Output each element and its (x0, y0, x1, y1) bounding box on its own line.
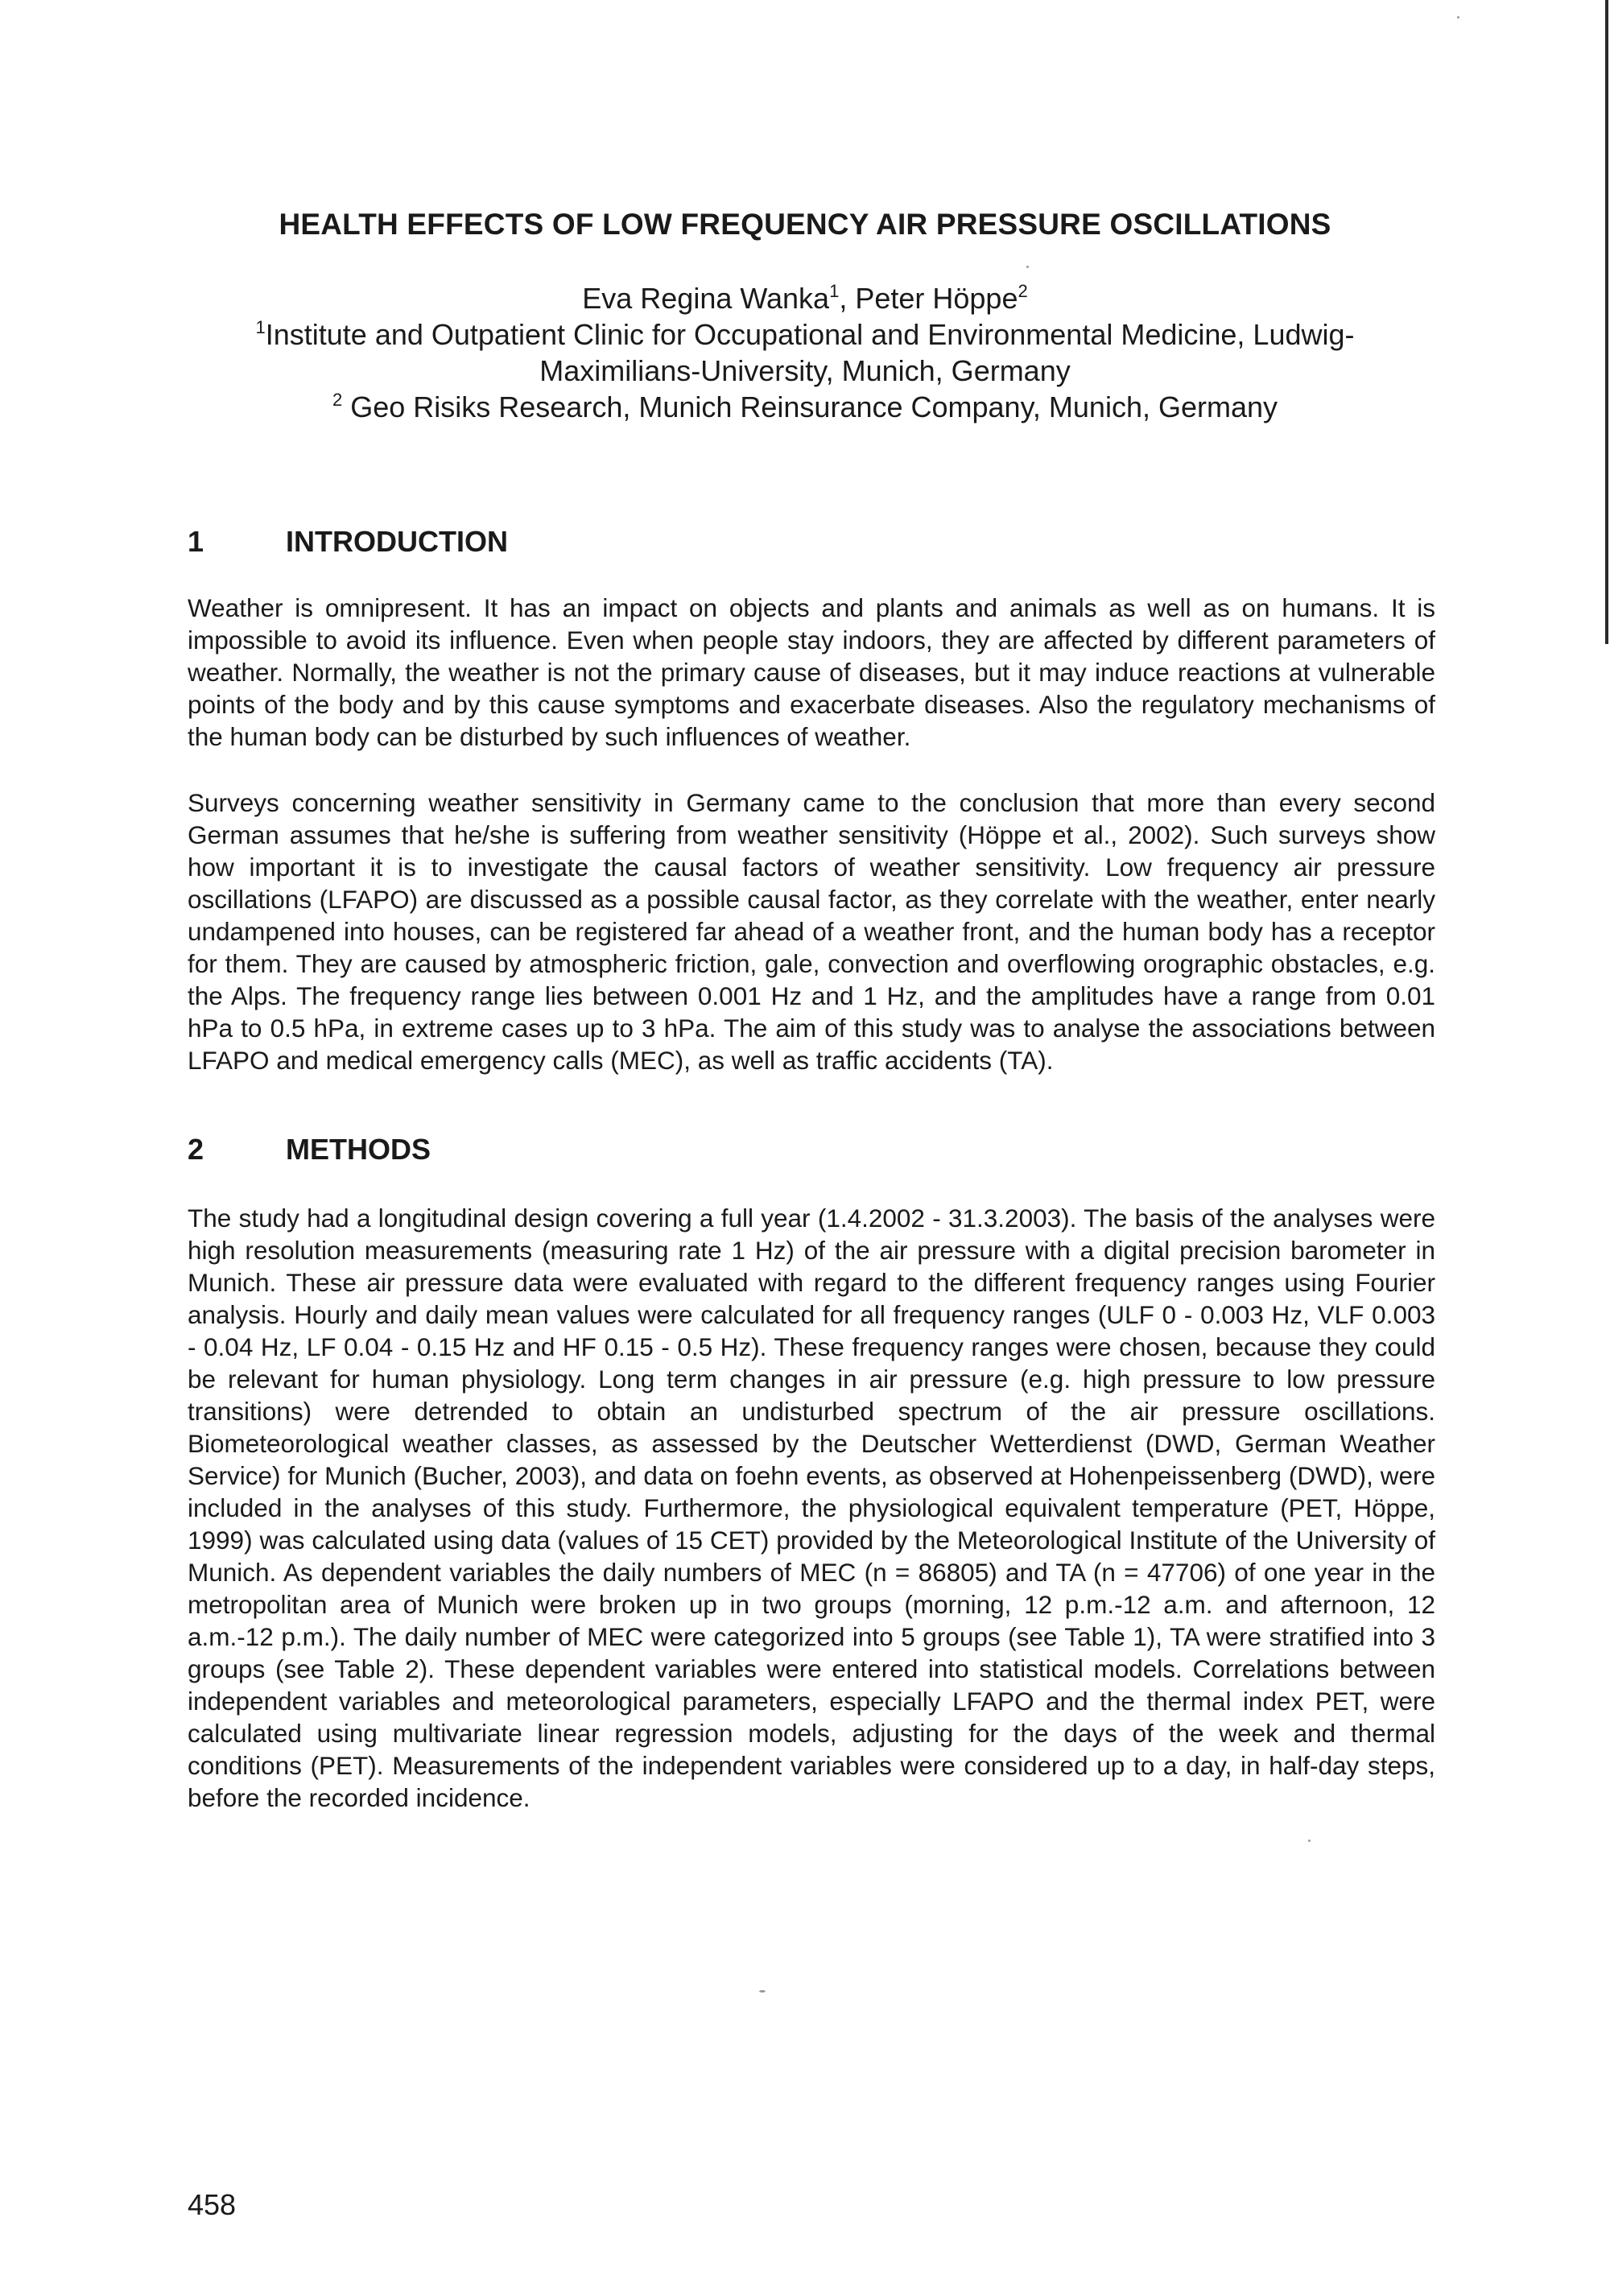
scan-speck (759, 1990, 766, 1992)
scan-speck (1457, 16, 1459, 19)
section-heading-introduction (188, 525, 508, 559)
author-line (161, 280, 1449, 316)
author-1-affiliation-mark: 1 (829, 281, 840, 301)
section-title: INTRODUCTION (286, 525, 508, 558)
author-separator: , (839, 282, 856, 315)
affiliation-1-line-2: Maximilians-University, Munich, Germany (539, 354, 1071, 387)
section-number: 2 (188, 1133, 204, 1166)
paper-title: HEALTH EFFECTS OF LOW FREQUENCY AIR PRESSURE OSCILLATIONS (279, 208, 1331, 241)
affiliation-2-mark: 2 (332, 390, 343, 410)
author-block (161, 280, 1449, 425)
introduction-paragraph-1: Weather is omnipresent. It has an impact on objects and plants and animals as well as on humans. It is impossible to avoid its influence. Even when people stay indoors, they are affected by different parameters of weather. Normally, the weather is not the primary cause of diseases, but it may induce reactions at vulnerable points of the body and by this cause symptoms and exacerbate diseases. Also the regulatory mechanisms of the human body can be disturbed by such influences of weather. (188, 593, 1435, 751)
section-heading-methods (188, 1133, 431, 1167)
section-number: 1 (188, 525, 204, 558)
affiliation-1-mark: 1 (255, 317, 266, 337)
author-2-affiliation-mark: 2 (1018, 281, 1028, 301)
author-name-1: Eva Regina Wanka (582, 282, 830, 315)
scan-edge-line (1605, 0, 1608, 644)
scan-speck (1026, 266, 1029, 268)
introduction-paragraph-2: Surveys concerning weather sensitivity in Germany came to the conclusion that more than every second German assumes that he/she is suffering from weather sensitivity (Höppe et al., 2002). Such surveys show how important it is to investigate the causal factors of weather sensitivity. Low frequency air pressure oscillations (LFAPO) are discussed as a possible causal factor, as they correlate with the weather, enter nearly undampened into houses, can be registered far ahead of a weather front, and the human body has a receptor for them. They are caused by atmospheric friction, gale, convection and overflowing orographic obstacles, e.g. the Alps. The frequency range lies between 0.001 Hz and 1 Hz, and the amplitudes have a range from 0.01 hPa to 0.5 hPa, in extreme cases up to 3 hPa. The aim of this study was to analyse the associations between LFAPO and medical emergency calls (MEC), as well as traffic accidents (TA). (188, 788, 1435, 1075)
author-name-2: Peter Höppe (855, 282, 1018, 315)
affiliation-1-line-1 (161, 316, 1449, 353)
affiliation-1-text: Institute and Outpatient Clinic for Occupational and Environmental Medicine, Ludwig- (265, 318, 1355, 351)
affiliation-2-text: Geo Risiks Research, Munich Reinsurance Company, Munich, Germany (342, 390, 1278, 423)
page-number: 458 (188, 2188, 237, 2221)
affiliation-2-line (161, 389, 1449, 425)
methods-paragraph-1: The study had a longitudinal design covering a full year (1.4.2002 - 31.3.2003). The basis of the analyses were high resolution measurements (measuring rate 1 Hz) of the air pressure with a digital precision barometer in Munich. These air pressure data were evaluated with regard to the different frequency ranges using Fourier analysis. Hourly and daily mean values were calculated for all frequency ranges (ULF 0 - 0.003 Hz, VLF 0.003 - 0.04 Hz, LF 0.04 - 0.15 Hz and HF 0.15 - 0.5 Hz). These frequency ranges were chosen, because they could be relevant for human physiology. Long term changes in air pressure (e.g. high pressure to low pressure transitions) were detrended to obtain an undisturbed spectrum of the air pressure oscillations. Biometeorological weather classes, as assessed by the Deutscher Wetterdienst (DWD, German Weather Service) for Munich (Bucher, 2003), and data on foehn events, as observed at Hohenpeissenberg (DWD), were included in the analyses of this study. Furthermore, the physiological equivalent temperature (PET, Höppe, 1999) was calculated using data (values of 15 CET) provided by the Meteorological Institute of the University of Munich. As dependent variables the daily numbers of MEC (n = 86805) and TA (n = 47706) of one year in the metropolitan area of Munich were broken up in two groups (morning, 12 p.m.-12 a.m. and afternoon, 12 a.m.-12 p.m.). The daily number of MEC were categorized into 5 groups (see Table 1), TA were stratified into 3 groups (see Table 2). These dependent variables were entered into statistical models. Correlations between independent variables and meteorological parameters, especially LFAPO and the thermal index PET, were calculated using multivariate linear regression models, adjusting for the days of the week and thermal conditions (PET). Measurements of the independent variables were considered up to a day, in half-day steps, before the recorded incidence. (188, 1204, 1435, 1812)
scan-speck (1308, 1840, 1311, 1842)
section-title: METHODS (286, 1133, 431, 1166)
